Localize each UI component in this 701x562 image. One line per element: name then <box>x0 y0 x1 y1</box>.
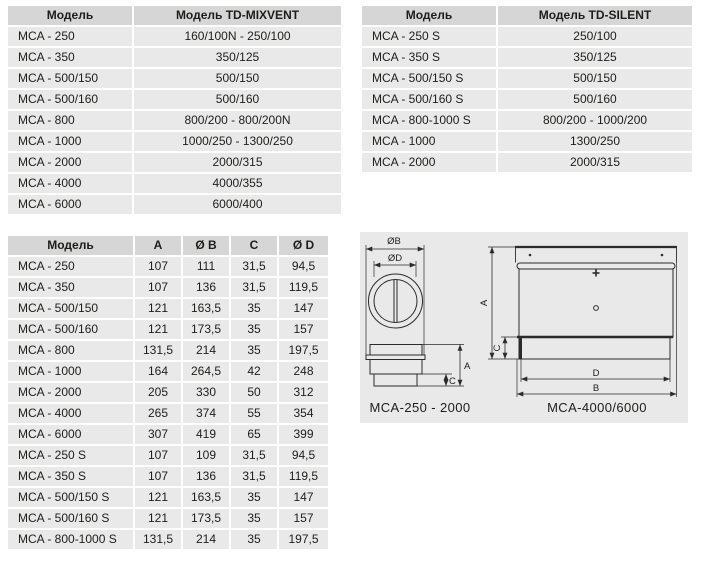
dim-label-c: C <box>492 344 503 352</box>
mixvent-table <box>8 6 341 214</box>
table-cell: 121 <box>135 320 181 339</box>
table-cell: 107 <box>135 257 181 276</box>
side-view-collar <box>370 345 422 356</box>
damper-outer-circle <box>369 274 423 328</box>
table-cell: MCA - 250 S <box>362 27 496 46</box>
table-cell: 35 <box>231 488 277 507</box>
table-cell: 350/125 <box>498 48 692 67</box>
table-cell: MCA - 500/160 S <box>8 509 133 528</box>
table-cell: 800/200 - 800/200N <box>134 111 341 130</box>
table-cell: 163,5 <box>183 299 229 318</box>
table-cell: 330 <box>183 383 229 402</box>
table-cell: 265 <box>135 404 181 423</box>
column-header-model: Модель <box>8 6 132 25</box>
table-cell: 157 <box>279 509 328 528</box>
table-cell: 121 <box>135 488 181 507</box>
table-cell: 6000/400 <box>134 195 341 214</box>
side-view-spigot <box>374 374 417 386</box>
table-cell: MCA - 800-1000 S <box>8 530 133 549</box>
table-cell: 119,5 <box>279 278 328 297</box>
table-cell: MCA - 4000 <box>8 174 132 193</box>
table-cell: 307 <box>135 425 181 444</box>
table-cell: 500/160 <box>498 90 692 109</box>
table-cell: MCA - 350 S <box>8 467 133 486</box>
table-cell: 35 <box>231 299 277 318</box>
dim-label-a: A <box>479 299 490 307</box>
table-cell: 111 <box>183 257 229 276</box>
right-drawing-caption: MCA-4000/6000 <box>547 400 647 415</box>
column-header-td-mixvent: Модель TD-MIXVENT <box>134 6 341 25</box>
dim-label-ob: ØB <box>387 236 401 247</box>
table-cell: MCA - 2000 <box>8 383 133 402</box>
table-cell: 107 <box>135 446 181 465</box>
table-cell: 121 <box>135 509 181 528</box>
dim-label-c: C <box>449 376 456 387</box>
damper-inner-circle <box>374 280 417 323</box>
table-cell: 35 <box>231 530 277 549</box>
table-cell: 205 <box>135 383 181 402</box>
table-cell: 31,5 <box>231 467 277 486</box>
table-cell: 163,5 <box>183 488 229 507</box>
table-cell: 250/100 <box>498 27 692 46</box>
column-header-model: Модель <box>362 6 496 25</box>
table-cell: 136 <box>183 278 229 297</box>
table-cell: 248 <box>279 362 328 381</box>
table-cell: MCA - 1000 <box>8 132 132 151</box>
table-cell: MCA - 800 <box>8 111 132 130</box>
table-cell: 500/150 <box>498 69 692 88</box>
table-cell: MCA - 500/160 S <box>362 90 496 109</box>
table-cell: MCA - 350 <box>8 278 133 297</box>
table-cell: 147 <box>279 299 328 318</box>
table-cell: MCA - 500/160 <box>8 320 133 339</box>
table-cell: MCA - 500/150 <box>8 299 133 318</box>
table-cell: 147 <box>279 488 328 507</box>
table-cell: MCA - 800 <box>8 341 133 360</box>
table-cell: 2000/315 <box>498 153 692 172</box>
table-cell: 65 <box>231 425 277 444</box>
table-cell: MCA - 250 <box>8 257 133 276</box>
table-cell: 35 <box>231 341 277 360</box>
dim-label-b: B <box>592 383 600 394</box>
table-cell: 94,5 <box>279 257 328 276</box>
table-cell: 35 <box>231 509 277 528</box>
hole-circle <box>594 306 599 311</box>
table-cell: 2000/315 <box>134 153 341 172</box>
left-drawing-caption: MCA-250 - 2000 <box>369 400 471 415</box>
column-header-c: C <box>231 236 277 255</box>
table-cell: MCA - 1000 <box>362 132 496 151</box>
table-cell: 131,5 <box>135 341 181 360</box>
table-cell: 173,5 <box>183 509 229 528</box>
table-cell: 4000/355 <box>134 174 341 193</box>
table-cell: MCA - 350 <box>8 48 132 67</box>
column-header-ob: Ø B <box>183 236 229 255</box>
table-cell: 107 <box>135 467 181 486</box>
table-cell: 354 <box>279 404 328 423</box>
table-cell: MCA - 2000 <box>8 153 132 172</box>
dimensions-table <box>8 236 328 549</box>
dim-label-d: D <box>592 368 600 379</box>
table-cell: 42 <box>231 362 277 381</box>
table-cell: MCA - 250 <box>8 27 132 46</box>
table-cell: 136 <box>183 467 229 486</box>
table-cell: MCA - 500/150 S <box>362 69 496 88</box>
table-cell: MCA - 4000 <box>8 404 133 423</box>
column-header-a: A <box>135 236 181 255</box>
table-cell: 264,5 <box>183 362 229 381</box>
table-cell: 350/125 <box>134 48 341 67</box>
table-cell: MCA - 800-1000 S <box>362 111 496 130</box>
table-cell: 50 <box>231 383 277 402</box>
table-cell: 157 <box>279 320 328 339</box>
table-cell: 55 <box>231 404 277 423</box>
table-cell: 800/200 - 1000/200 <box>498 111 692 130</box>
table-cell: MCA - 350 S <box>362 48 496 67</box>
dim-label-od: ØD <box>387 253 403 264</box>
dimension-drawing <box>360 232 688 423</box>
silent-table <box>362 6 692 172</box>
table-cell: 109 <box>183 446 229 465</box>
screw-dot <box>661 254 664 257</box>
table-cell: 121 <box>135 299 181 318</box>
table-cell: 35 <box>231 320 277 339</box>
table-cell: 197,5 <box>279 341 328 360</box>
table-cell: MCA - 6000 <box>8 425 133 444</box>
table-cell: 374 <box>183 404 229 423</box>
side-view-flange <box>366 355 425 360</box>
table-cell: 164 <box>135 362 181 381</box>
right-drawing-mca-4000-6000 <box>479 247 677 397</box>
table-cell: 1300/250 <box>498 132 692 151</box>
dimension-diagrams-panel <box>360 232 688 423</box>
table-cell: MCA - 6000 <box>8 195 132 214</box>
table-cell: 31,5 <box>231 278 277 297</box>
table-cell: 119,5 <box>279 467 328 486</box>
table-cell: 31,5 <box>231 257 277 276</box>
table-cell: MCA - 250 S <box>8 446 133 465</box>
left-drawing-mca-250-2000 <box>366 236 471 387</box>
table-cell: 312 <box>279 383 328 402</box>
table-cell: MCA - 500/160 <box>8 90 132 109</box>
column-header-model: Модель <box>8 236 133 255</box>
table-cell: 173,5 <box>183 320 229 339</box>
table-cell: MCA - 2000 <box>362 153 496 172</box>
dim-label-a: A <box>464 361 471 372</box>
rim-band <box>517 263 675 269</box>
table-cell: 500/160 <box>134 90 341 109</box>
unit-body <box>519 269 673 337</box>
table-cell: 500/150 <box>134 69 341 88</box>
table-cell: 107 <box>135 278 181 297</box>
table-cell: 214 <box>183 341 229 360</box>
column-header-td-silent: Модель TD-SILENT <box>498 6 692 25</box>
table-cell: 31,5 <box>231 446 277 465</box>
table-cell: 214 <box>183 530 229 549</box>
table-cell: 1000/250 - 1300/250 <box>134 132 341 151</box>
table-cell: MCA - 1000 <box>8 362 133 381</box>
side-view-body <box>370 360 422 375</box>
table-cell: 419 <box>183 425 229 444</box>
table-cell: 94,5 <box>279 446 328 465</box>
table-cell: 197,5 <box>279 530 328 549</box>
duct-section <box>519 337 670 359</box>
table-cell: 399 <box>279 425 328 444</box>
table-cell: 131,5 <box>135 530 181 549</box>
screw-dot <box>529 254 532 257</box>
table-cell: MCA - 500/150 <box>8 69 132 88</box>
column-header-od: Ø D <box>279 236 328 255</box>
table-cell: 160/100N - 250/100 <box>134 27 341 46</box>
table-cell: MCA - 500/150 S <box>8 488 133 507</box>
